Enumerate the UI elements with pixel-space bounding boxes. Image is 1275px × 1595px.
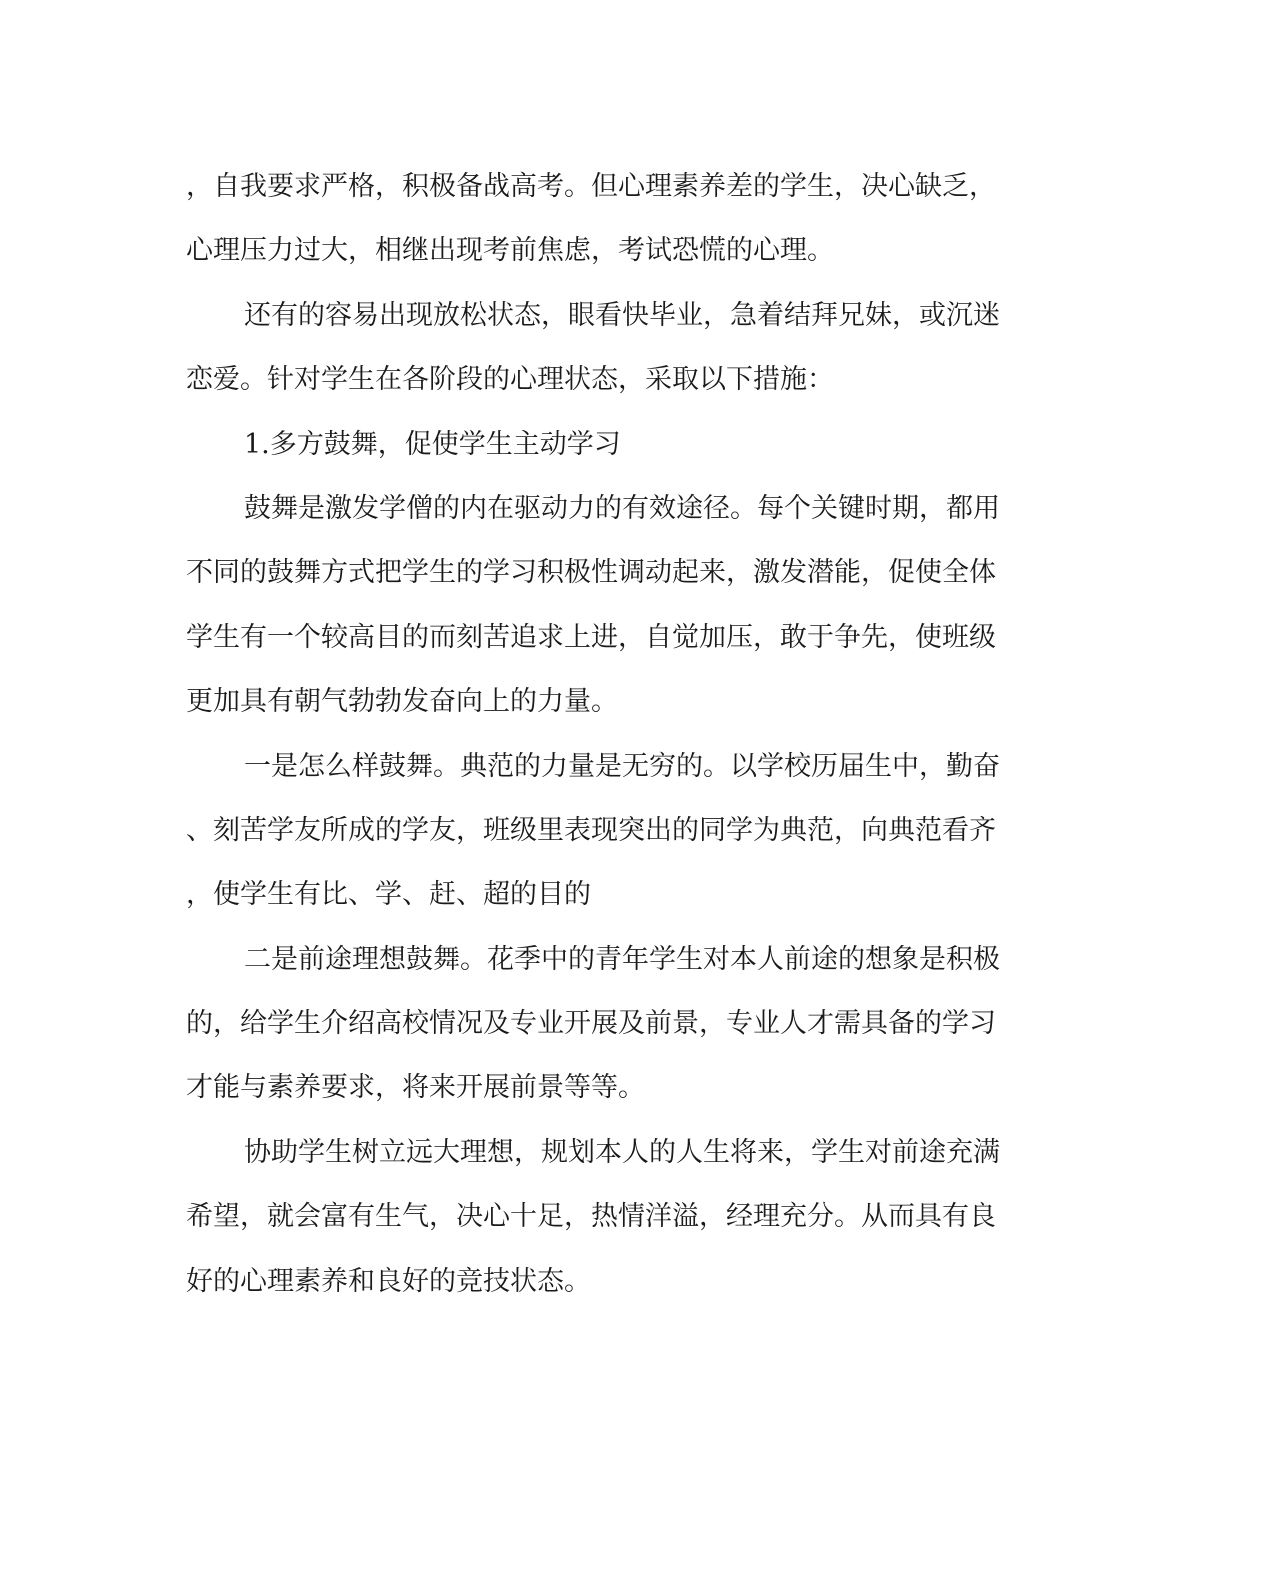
body-text [186,166,1048,1325]
paragraph-start-line: 二是前途理想鼓舞。花季中的青年学生对本人前途的想象是积极 [244,943,1000,975]
text-line: 、刻苦学友所成的学友，班级里表现突出的同学为典范，向典范看齐 [186,814,996,846]
text-line: 才能与素养要求，将来开展前景等等。 [186,1072,645,1104]
text-line: 希望，就会富有生气，决心十足，热情洋溢，经理充分。从而具有良 [186,1201,996,1233]
text-line: 恋爱。针对学生在各阶段的心理状态，采取以下措施： [186,364,834,396]
text-line: 好的心理素养和良好的竞技状态。 [186,1265,591,1297]
paragraph-start-line: 协助学生树立远大理想，规划本人的人生将来，学生对前途充满 [244,1136,1000,1168]
text-line: ，使学生有比、学、赶、超的目的 [186,879,591,911]
text-line: 更加具有朝气勃勃发奋向上的力量。 [186,686,618,718]
text-line: 不同的鼓舞方式把学生的学习积极性调动起来，激发潜能，促使全体 [186,557,996,589]
paragraph-start-line: 还有的容易出现放松状态，眼看快毕业，急着结拜兄妹，或沉迷 [244,299,1000,331]
paragraph-start-line: 一是怎么样鼓舞。典范的力量是无穷的。以学校历届生中，勤奋 [244,750,1000,782]
text-line: 心理压力过大，相继出现考前焦虑，考试恐慌的心理。 [186,235,834,267]
section-heading: 1.多方鼓舞，促使学生主动学习 [244,428,621,460]
text-line: ，自我要求严格，积极备战高考。但心理素养差的学生，决心缺乏， [186,171,996,202]
text-line: 学生有一个较高目的而刻苦追求上进，自觉加压，敢于争先，使班级 [186,621,996,653]
text-line: 的，给学生介绍高校情况及专业开展及前景，专业人才需具备的学习 [186,1008,996,1040]
paragraph-start-line: 鼓舞是激发学僧的内在驱动力的有效途径。每个关键时期，都用 [244,492,1000,524]
